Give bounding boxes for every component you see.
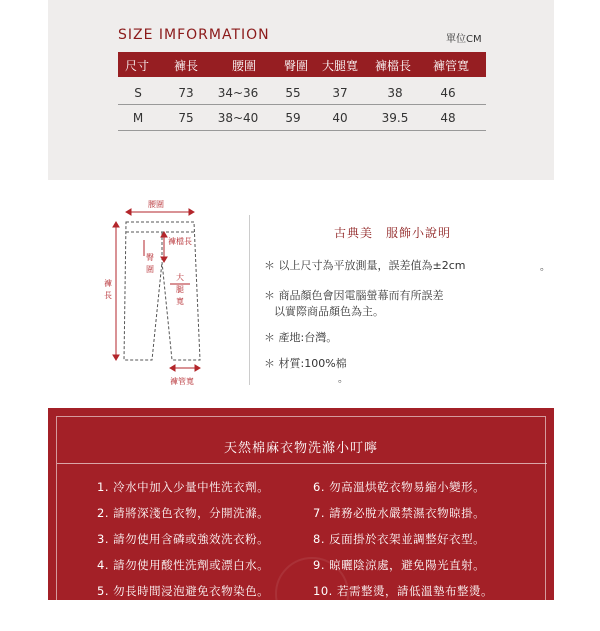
care-divider	[57, 463, 547, 464]
info-title: 古典美 服飾小說明	[334, 226, 452, 240]
table-row	[118, 83, 486, 105]
label-hip-top: 臀	[146, 253, 154, 262]
care-item: 10. 若需整燙，請低溫墊布整燙。	[313, 584, 493, 598]
care-item: 7. 請務必脫水嚴禁濕衣物晾掛。	[313, 506, 486, 520]
care-item: 3. 請勿使用含磷或強效洗衣粉。	[97, 532, 270, 546]
header-hem: 褲管寬	[432, 59, 470, 73]
pants-diagram	[90, 192, 245, 392]
label-crotch: 褲檔長	[168, 237, 192, 246]
cell-length: 73	[178, 86, 194, 100]
size-table-header	[118, 52, 486, 77]
cell-hem: 48	[440, 111, 456, 125]
header-length: 褲長	[173, 59, 199, 73]
info-item-material: ＊ 材質:100%棉	[264, 357, 347, 370]
header-waist: 腰圍	[231, 59, 257, 73]
header-hip: 臀圍	[283, 59, 309, 73]
care-item: 8. 反面掛於衣架並調整好衣型。	[313, 532, 486, 546]
cell-hip: 55	[285, 86, 301, 100]
care-item: 4. 請勿使用酸性洗劑或漂白水。	[97, 558, 270, 572]
info-item-origin: ＊ 產地:台灣。	[264, 331, 338, 344]
header-size: 尺寸	[124, 59, 150, 73]
info-dot: 。	[540, 262, 550, 273]
row-divider	[118, 130, 486, 131]
info-dot: 。	[338, 374, 348, 385]
cell-crotch: 39.5	[381, 111, 409, 125]
label-length-1: 褲	[104, 279, 112, 288]
cell-size: S	[134, 86, 142, 100]
header-thigh: 大腿寬	[321, 59, 359, 73]
cell-thigh: 37	[332, 86, 348, 100]
care-item: 9. 晾曬陰涼處，避免陽光直射。	[313, 558, 486, 572]
size-chart-title: SIZE IMFORMATION	[118, 27, 270, 43]
care-item: 1. 冷水中加入少量中性洗衣劑。	[97, 480, 270, 494]
label-hem: 褲管寬	[170, 377, 194, 386]
cell-size: M	[132, 111, 144, 125]
care-title: 天然棉麻衣物洗滌小叮嚀	[223, 441, 378, 456]
info-item-measurement: ＊ 以上尺寸為平放測量，誤差值為±2cm	[264, 259, 466, 272]
header-crotch: 褲檔長	[374, 59, 412, 73]
care-item: 2. 請將深淺色衣物，分開洗滌。	[97, 506, 270, 520]
cell-waist: 38~40	[217, 111, 259, 125]
cell-length: 75	[178, 111, 194, 125]
size-unit-label: 單位CM	[446, 34, 482, 45]
cell-hem: 46	[440, 86, 456, 100]
label-thigh-3: 寬	[176, 297, 184, 306]
label-waist: 腰圍	[148, 200, 164, 209]
cell-hip: 59	[285, 111, 301, 125]
info-item-color-2: 以實際商品顏色為主。	[274, 305, 384, 318]
label-thigh-2: 腿	[176, 285, 184, 294]
label-length-2: 長	[104, 291, 112, 300]
care-item: 5. 勿長時間浸泡避免衣物染色。	[97, 584, 270, 598]
care-item: 6. 勿高溫烘乾衣物易縮小變形。	[313, 480, 486, 494]
row-divider	[118, 104, 486, 105]
label-thigh-1: 大	[176, 273, 184, 282]
cell-crotch: 38	[387, 86, 403, 100]
care-frame	[56, 416, 546, 600]
table-row	[118, 108, 486, 130]
cell-waist: 34~36	[217, 86, 259, 100]
cell-thigh: 40	[332, 111, 348, 125]
section-divider	[249, 215, 250, 385]
info-item-color: ＊ 商品顏色會因電腦螢幕而有所誤差	[264, 289, 444, 302]
care-section	[48, 408, 554, 600]
label-hip-bottom: 圍	[146, 265, 154, 274]
